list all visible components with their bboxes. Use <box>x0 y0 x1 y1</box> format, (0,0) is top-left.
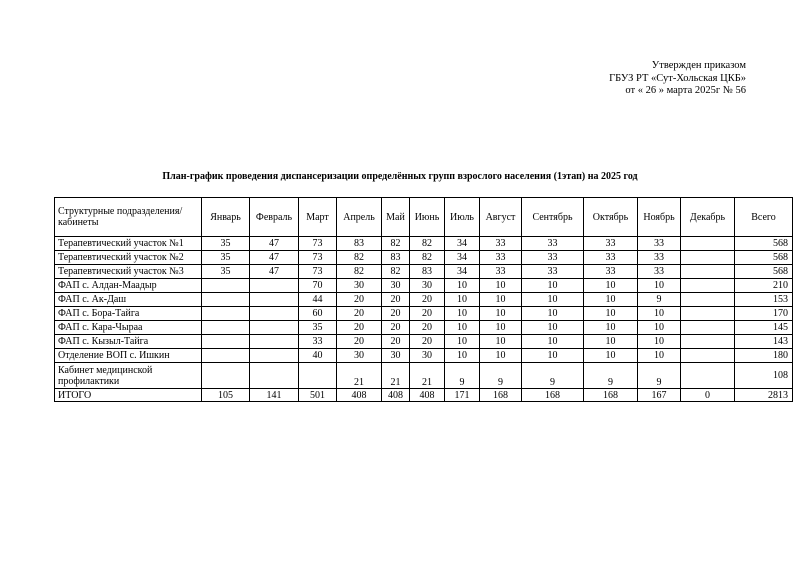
row-label: ФАП с. Алдан-Маадыр <box>55 279 202 293</box>
row-total-cell: 568 <box>735 265 793 279</box>
month-value-cell <box>250 307 299 321</box>
month-value-cell: 33 <box>522 265 584 279</box>
row-total-cell: 143 <box>735 335 793 349</box>
month-value-cell: 82 <box>382 265 410 279</box>
month-value-cell: 33 <box>638 251 681 265</box>
month-value-cell: 10 <box>480 335 522 349</box>
month-value-cell <box>250 293 299 307</box>
month-value-cell <box>681 293 735 307</box>
month-value-cell <box>250 363 299 389</box>
month-value-cell: 34 <box>445 265 480 279</box>
column-header: Октябрь <box>584 198 638 237</box>
row-total-cell: 145 <box>735 321 793 335</box>
approval-stamp <box>609 60 746 98</box>
month-value-cell: 10 <box>480 307 522 321</box>
row-total-cell: 568 <box>735 237 793 251</box>
month-value-cell: 171 <box>445 389 480 402</box>
month-value-cell: 20 <box>410 307 445 321</box>
month-value-cell: 33 <box>584 237 638 251</box>
month-value-cell: 34 <box>445 251 480 265</box>
month-value-cell: 73 <box>299 237 337 251</box>
month-value-cell: 34 <box>445 237 480 251</box>
month-value-cell: 20 <box>410 293 445 307</box>
column-header: Сентябрь <box>522 198 584 237</box>
row-label: ИТОГО <box>55 389 202 402</box>
month-value-cell: 20 <box>337 307 382 321</box>
month-value-cell: 408 <box>410 389 445 402</box>
column-header: Май <box>382 198 410 237</box>
month-value-cell <box>202 335 250 349</box>
month-value-cell: 83 <box>382 251 410 265</box>
month-value-cell: 33 <box>584 251 638 265</box>
schedule-table <box>54 197 793 402</box>
month-value-cell: 10 <box>638 307 681 321</box>
month-value-cell: 35 <box>202 265 250 279</box>
month-value-cell: 30 <box>337 349 382 363</box>
month-value-cell: 10 <box>584 279 638 293</box>
month-value-cell: 82 <box>382 237 410 251</box>
month-value-cell <box>681 321 735 335</box>
month-value-cell: 35 <box>202 251 250 265</box>
month-value-cell: 47 <box>250 251 299 265</box>
row-label: ФАП с. Бора-Тайга <box>55 307 202 321</box>
month-value-cell: 10 <box>445 307 480 321</box>
column-header: Ноябрь <box>638 198 681 237</box>
month-value-cell: 20 <box>337 335 382 349</box>
month-value-cell: 10 <box>480 279 522 293</box>
month-value-cell: 82 <box>410 251 445 265</box>
month-value-cell: 10 <box>522 307 584 321</box>
month-value-cell <box>681 237 735 251</box>
month-value-cell: 73 <box>299 251 337 265</box>
month-value-cell: 10 <box>584 321 638 335</box>
month-value-cell: 20 <box>337 321 382 335</box>
month-value-cell: 20 <box>410 321 445 335</box>
month-value-cell: 20 <box>382 307 410 321</box>
month-value-cell: 10 <box>522 335 584 349</box>
row-label: Терапевтический участок №3 <box>55 265 202 279</box>
table-body <box>55 237 793 402</box>
table-row <box>55 251 793 265</box>
month-value-cell: 83 <box>410 265 445 279</box>
month-value-cell: 10 <box>445 349 480 363</box>
month-value-cell: 168 <box>522 389 584 402</box>
month-value-cell: 9 <box>638 293 681 307</box>
row-total-cell: 108 <box>735 363 793 389</box>
table-row <box>55 237 793 251</box>
month-value-cell <box>681 265 735 279</box>
month-value-cell: 10 <box>480 349 522 363</box>
row-total-cell: 170 <box>735 307 793 321</box>
month-value-cell: 10 <box>584 349 638 363</box>
month-value-cell: 141 <box>250 389 299 402</box>
row-total-cell: 180 <box>735 349 793 363</box>
month-value-cell: 10 <box>445 279 480 293</box>
column-header: Всего <box>735 198 793 237</box>
month-value-cell: 20 <box>337 293 382 307</box>
month-value-cell: 9 <box>445 363 480 389</box>
month-value-cell: 10 <box>584 293 638 307</box>
column-header: Февраль <box>250 198 299 237</box>
month-value-cell <box>681 279 735 293</box>
month-value-cell: 20 <box>410 335 445 349</box>
month-value-cell: 9 <box>638 363 681 389</box>
table-row <box>55 349 793 363</box>
row-label: Терапевтический участок №2 <box>55 251 202 265</box>
month-value-cell: 168 <box>584 389 638 402</box>
column-header: Январь <box>202 198 250 237</box>
table-header-row <box>55 198 793 237</box>
month-value-cell: 20 <box>382 321 410 335</box>
month-value-cell: 21 <box>410 363 445 389</box>
row-label: Терапевтический участок №1 <box>55 237 202 251</box>
month-value-cell: 33 <box>480 265 522 279</box>
month-value-cell: 21 <box>337 363 382 389</box>
month-value-cell: 30 <box>337 279 382 293</box>
month-value-cell: 10 <box>638 321 681 335</box>
month-value-cell <box>202 307 250 321</box>
month-value-cell: 9 <box>522 363 584 389</box>
month-value-cell: 33 <box>638 237 681 251</box>
row-label: Кабинет медицинской профилактики <box>55 363 202 389</box>
month-value-cell <box>681 307 735 321</box>
month-value-cell: 10 <box>480 293 522 307</box>
month-value-cell: 82 <box>410 237 445 251</box>
month-value-cell: 40 <box>299 349 337 363</box>
total-row <box>55 389 793 402</box>
table-row <box>55 265 793 279</box>
month-value-cell: 44 <box>299 293 337 307</box>
table-row <box>55 363 793 389</box>
month-value-cell <box>202 293 250 307</box>
table-row <box>55 321 793 335</box>
table-row <box>55 307 793 321</box>
month-value-cell: 35 <box>299 321 337 335</box>
month-value-cell <box>681 335 735 349</box>
month-value-cell: 73 <box>299 265 337 279</box>
month-value-cell: 60 <box>299 307 337 321</box>
month-value-cell: 33 <box>522 251 584 265</box>
month-value-cell <box>250 335 299 349</box>
month-value-cell: 10 <box>445 335 480 349</box>
month-value-cell: 10 <box>522 321 584 335</box>
table-row <box>55 279 793 293</box>
month-value-cell: 501 <box>299 389 337 402</box>
month-value-cell <box>250 321 299 335</box>
month-value-cell: 10 <box>445 321 480 335</box>
month-value-cell: 35 <box>202 237 250 251</box>
month-value-cell <box>681 363 735 389</box>
month-value-cell: 47 <box>250 237 299 251</box>
month-value-cell: 30 <box>382 349 410 363</box>
month-value-cell: 408 <box>337 389 382 402</box>
month-value-cell: 30 <box>410 349 445 363</box>
column-header: Март <box>299 198 337 237</box>
month-value-cell <box>681 251 735 265</box>
month-value-cell <box>202 321 250 335</box>
month-value-cell: 33 <box>480 251 522 265</box>
month-value-cell: 33 <box>480 237 522 251</box>
month-value-cell: 33 <box>638 265 681 279</box>
month-value-cell: 10 <box>584 335 638 349</box>
month-value-cell: 167 <box>638 389 681 402</box>
month-value-cell <box>202 349 250 363</box>
month-value-cell <box>681 349 735 363</box>
month-value-cell: 30 <box>410 279 445 293</box>
month-value-cell: 10 <box>638 335 681 349</box>
month-value-cell <box>202 279 250 293</box>
month-value-cell: 33 <box>584 265 638 279</box>
month-value-cell <box>299 363 337 389</box>
column-header: Декабрь <box>681 198 735 237</box>
month-value-cell: 10 <box>522 349 584 363</box>
month-value-cell: 82 <box>337 251 382 265</box>
approval-line-1: Утвержден приказом <box>651 60 746 71</box>
column-header-unit: Структурные подразделения/ кабинеты <box>55 198 202 237</box>
month-value-cell: 10 <box>445 293 480 307</box>
table-row <box>55 293 793 307</box>
month-value-cell: 9 <box>480 363 522 389</box>
month-value-cell: 408 <box>382 389 410 402</box>
month-value-cell <box>250 279 299 293</box>
month-value-cell: 10 <box>638 349 681 363</box>
month-value-cell: 20 <box>382 335 410 349</box>
month-value-cell: 10 <box>522 279 584 293</box>
row-label: ФАП с. Кара-Чыраа <box>55 321 202 335</box>
row-label: ФАП с. Кызыл-Тайга <box>55 335 202 349</box>
month-value-cell: 70 <box>299 279 337 293</box>
row-label: Отделение ВОП с. Ишкин <box>55 349 202 363</box>
month-value-cell <box>250 349 299 363</box>
month-value-cell: 10 <box>638 279 681 293</box>
row-total-cell: 2813 <box>735 389 793 402</box>
month-value-cell: 10 <box>480 321 522 335</box>
month-value-cell: 0 <box>681 389 735 402</box>
month-value-cell: 30 <box>382 279 410 293</box>
month-value-cell: 10 <box>584 307 638 321</box>
approval-line-2: ГБУЗ РТ «Сут-Хольская ЦКБ» <box>609 72 746 84</box>
column-header: Июль <box>445 198 480 237</box>
month-value-cell: 105 <box>202 389 250 402</box>
month-value-cell: 168 <box>480 389 522 402</box>
row-total-cell: 153 <box>735 293 793 307</box>
row-total-cell: 210 <box>735 279 793 293</box>
approval-line-3: от « 26 » марта 2025г № 56 <box>625 85 746 96</box>
month-value-cell: 33 <box>522 237 584 251</box>
month-value-cell: 33 <box>299 335 337 349</box>
row-total-cell: 568 <box>735 251 793 265</box>
document-title: План-график проведения диспансеризации определённых групп взрослого населения (1этап) на 2025 год <box>162 171 638 182</box>
column-header: Апрель <box>337 198 382 237</box>
table-row <box>55 335 793 349</box>
month-value-cell: 83 <box>337 237 382 251</box>
row-label: ФАП с. Ак-Даш <box>55 293 202 307</box>
month-value-cell <box>202 363 250 389</box>
month-value-cell: 9 <box>584 363 638 389</box>
column-header: Август <box>480 198 522 237</box>
month-value-cell: 20 <box>382 293 410 307</box>
month-value-cell: 47 <box>250 265 299 279</box>
month-value-cell: 10 <box>522 293 584 307</box>
month-value-cell: 82 <box>337 265 382 279</box>
column-header: Июнь <box>410 198 445 237</box>
month-value-cell: 21 <box>382 363 410 389</box>
